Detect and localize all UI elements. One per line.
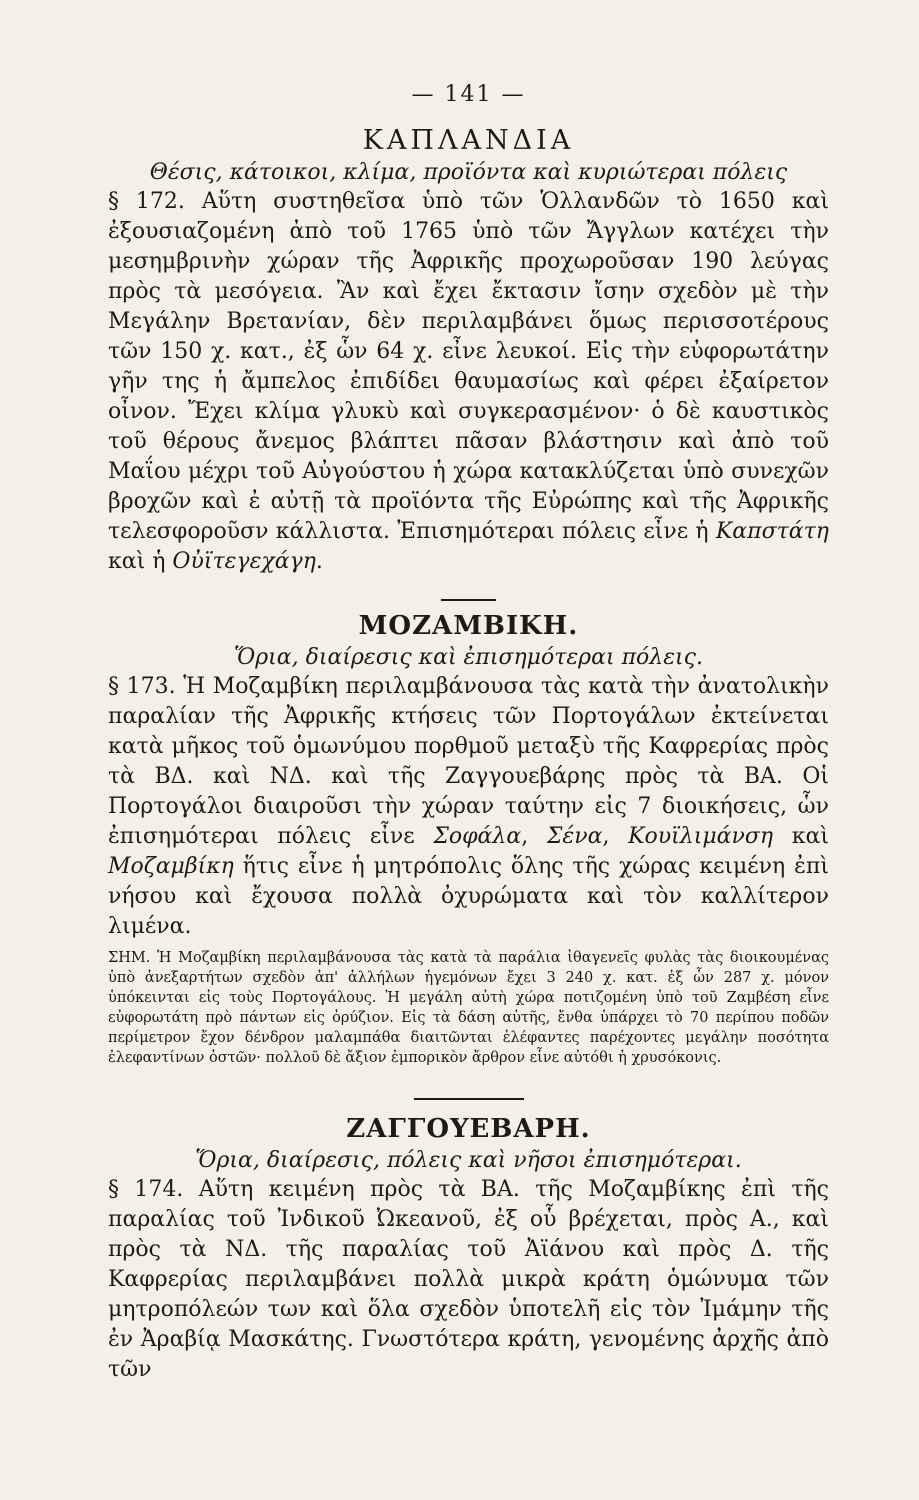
paragraph-173-tail: ἥτις εἶνε ἡ μητρόπολις ὅλης τῆς χώρας κειμένη ἐπὶ νήσου καὶ ἔχουσα πολλὰ ὀχυρώματα καὶ τὸν καλλίτερον λιμένα. (108, 854, 829, 939)
section-title-mozambique: ΜΟΖΑΜΒΙΚΗ. (358, 611, 579, 641)
joiner-text: καὶ ἡ (108, 549, 173, 574)
section-title-zanzibar: ΖΑΓΓΟΥΕΒΑΡΗ. (346, 1114, 591, 1144)
section-subtitle-mozambique: Ὅρια, διαίρεσις καὶ ἐπισημότεραι πόλεις. (234, 645, 703, 670)
section-divider (414, 1098, 524, 1100)
city-name: Σένα (546, 824, 603, 849)
paragraph-173-text: § 173. Ἡ Μοζαμβίκη περιλαμβάνουσα τὰς κατὰ τὴν ἀνατολικὴν παραλίαν τῆς Ἀφρικῆς κτήσεις τῶν Πορτογάλων ἐκτείνεται κατὰ μῆκος τοῦ ὁμωνύμου πορθμοῦ μεταξὺ τῆς Καφρερίας πρὸς τὰ ΒΔ. καὶ ΝΔ. καὶ τῆς Ζαγγουεβάρης πρὸς τὰ ΒΑ. Οἱ Πορτογάλοι διαιροῦσι τὴν χώραν ταύτην εἰς 7 διοικήσεις, ὧν ἐπισημότεραι πόλεις εἶνε (108, 674, 829, 849)
city-name: Μοζαμβίκη (108, 854, 234, 879)
paragraph-173 (108, 672, 829, 942)
section-divider (441, 599, 496, 601)
city-name: Καπστάτη (715, 519, 829, 544)
paragraph-172-text: § 172. Αὕτη συστηθεῖσα ὑπὸ τῶν Ὁλλανδῶν τὸ 1650 καὶ ἐξουσιαζομένη ἀπὸ τοῦ 1765 ὑπὸ τῶν Ἄγγλων κατέχει τὴν μεσημβρινὴν χώραν τῆς Ἀφρικῆς προχωροῦσαν 190 λεύγας πρὸς τὰ μεσόγεια. Ἂν καὶ ἔχει ἔκτασιν ἴσην σχεδὸν μὲ τὴν Μεγάλην Βρετανίαν, δὲν περιλαμβάνει ὅμως περισσοτέρους τῶν 150 χ. κατ., ἐξ ὧν 64 χ. εἶνε λευκοί. Εἰς τὴν εὐφορωτάτην γῆν της ἡ ἄμπελος ἐπιδίδει θαυμασίως καὶ φέρει ἐξαίρετον οἶνον. Ἔχει κλίμα γλυκὺ καὶ συγκερασμένον· ὁ δὲ καυστικὸς τοῦ θέρους ἄνεμος βλάπτει πᾶσαν βλάστησιν καὶ ἀπὸ τοῦ Μαΐου μέχρι τοῦ Αὐγούστου ἡ χώρα κατακλύζεται ὑπὸ συνεχῶν βροχῶν καὶ ἐ αὐτῇ τὰ προϊόντα τῆς Εὐρώπης καὶ τῆς Ἀφρικῆς τελεσφοροῦσν κάλλιστα. Ἐπισημότεραι πόλεις εἶνε ἡ (108, 189, 829, 544)
city-name: Οὐϊτεγεχάγη (172, 549, 316, 574)
footnote-mozambique: ΣΗΜ. Ἡ Μοζαμβίκη περιλαμβάνουσα τὰς κατὰ τὰ παράλια ἰθαγενεῖς φυλὰς τὰς διοικουμένας ὑπὸ ἀνεξαρτήτων σχεδὸν ἀπ' ἀλλήλων ἡγεμόνων ἔχει 3 240 χ. κατ. ἐξ ὧν 287 χ. μόνον ὑπόκεινται εἰς τοὺς Πορτογάλους. Ἡ μεγάλη αὐτὴ χώρα ποτιζομένη ὑπὸ τοῦ Ζαμβέση εἶνε εὐφορωτάτη πρὸ πάντων εἰς ὀρύζιον. Εἰς τὰ δάση αὐτῆς, ἔνθα ὑπάρχει τὸ 70 περίπου ποδῶν περίμετρον ἔχον δένδρον μαλαμπάθα διαιτῶνται ἐλέφαντες παρέχοντες μεγάλην ποσότητα ἐλεφαντίνων ὀστῶν· πολλοῦ δὲ ἄξιον ἐμπορικὸν ἄρθρον εἶνε αὐτόθι ἡ χρυσόκονις. (108, 950, 829, 1066)
separator-text: , (521, 824, 547, 849)
paragraph-174: § 174. Αὕτη κειμένη πρὸς τὰ ΒΑ. τῆς Μοζαμβίκης ἐπὶ τῆς παραλίας τοῦ Ἰνδικοῦ Ὠκεανοῦ, ἐξ οὗ βρέχεται, πρὸς Α., καὶ πρὸς τὰ ΝΔ. τῆς παραλίας τοῦ Ἀϊάνου καὶ πρὸς Δ. τῆς Καφρερίας περιλαμβάνει πολλὰ μικρὰ κράτη ὁμώνυμα τῶν μητροπόλεών των καὶ ὅλα σχεδὸν ὑποτελῆ εἰς τὸν Ἰμάμην τῆς ἐν Ἀραβίᾳ Μασκάτης. Γνωστότερα κράτη, γενομένης ἀρχῆς ἀπὸ τῶν (108, 1177, 829, 1382)
page-number: — 141 — (411, 82, 526, 107)
city-name: Σοφάλα (433, 824, 522, 849)
section-subtitle-zanzibar: Ὅρια, διαίρεσις, πόλεις καὶ νῆσοι ἐπισημότεραι. (195, 1148, 742, 1173)
joiner-text: καὶ (773, 824, 829, 849)
city-name: Κουϊλιμάνση (628, 824, 774, 849)
section-subtitle-kaplandia: Θέσις, κάτοικοι, κλίμα, προϊόντα καὶ κυριώτεραι πόλεις (149, 160, 788, 185)
paragraph-172 (108, 187, 829, 577)
section-title-kaplandia: ΚΑΠΛΑΝΔΙΑ (362, 125, 575, 156)
end-text: . (315, 549, 323, 574)
separator-text: , (602, 824, 629, 849)
